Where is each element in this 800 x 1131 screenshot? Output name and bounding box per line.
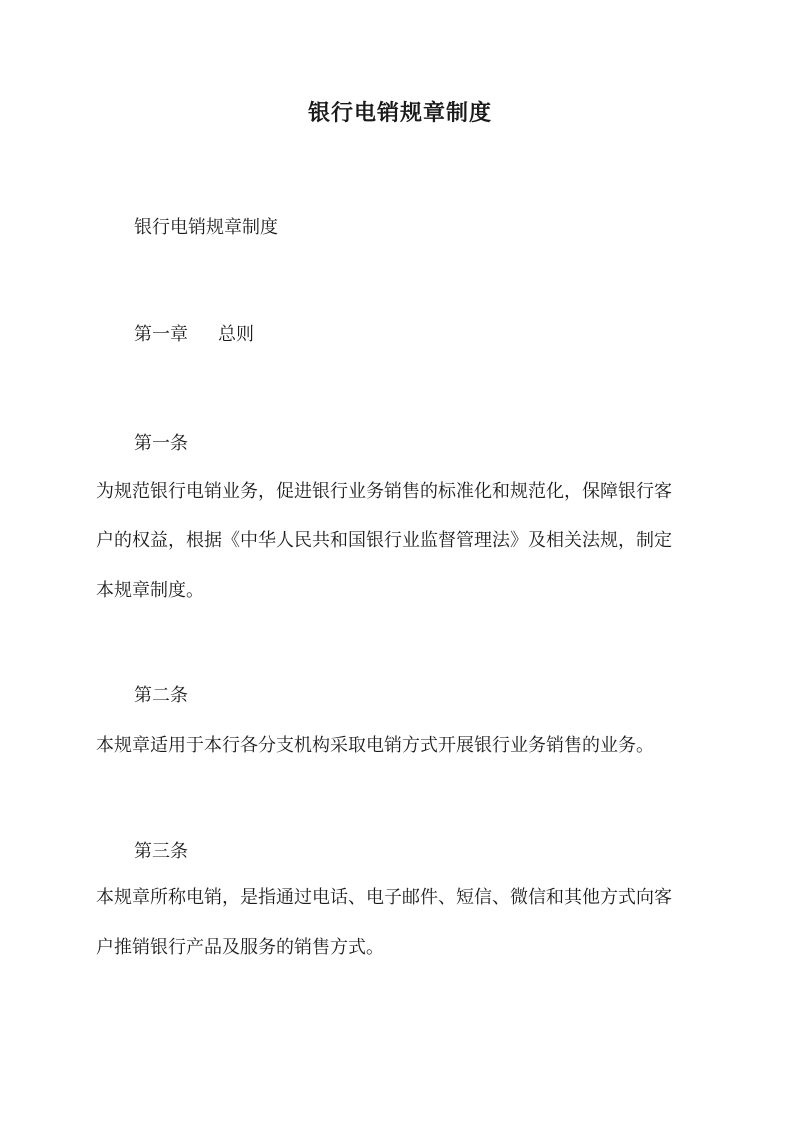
document-title: 银行电销规章制度 (307, 100, 492, 126)
chapter-heading (134, 323, 754, 347)
article-2-heading: 第二条 (134, 685, 188, 706)
chapter-name: 总则 (218, 324, 254, 345)
article-1-line-1: 为规范银行电销业务，促进银行业务销售的标准化和规范化，保障银行客 (96, 481, 672, 502)
article-1-line-3: 本规章制度。 (96, 580, 204, 601)
document-subtitle: 银行电销规章制度 (134, 217, 278, 238)
article-2-line-1: 本规章适用于本行各分支机构采取电销方式开展银行业务销售的业务。 (96, 735, 654, 756)
article-1-line-2: 户的权益，根据《中华人民共和国银行业监督管理法》及相关法规，制定 (96, 530, 672, 551)
chapter-number: 第一章 (134, 324, 188, 345)
article-3-line-1: 本规章所称电销，是指通过电话、电子邮件、短信、微信和其他方式向客 (96, 887, 672, 908)
article-3-line-2: 户推销银行产品及服务的销售方式。 (96, 937, 384, 958)
article-3-heading: 第三条 (134, 841, 188, 862)
article-1-heading: 第一条 (134, 433, 188, 454)
